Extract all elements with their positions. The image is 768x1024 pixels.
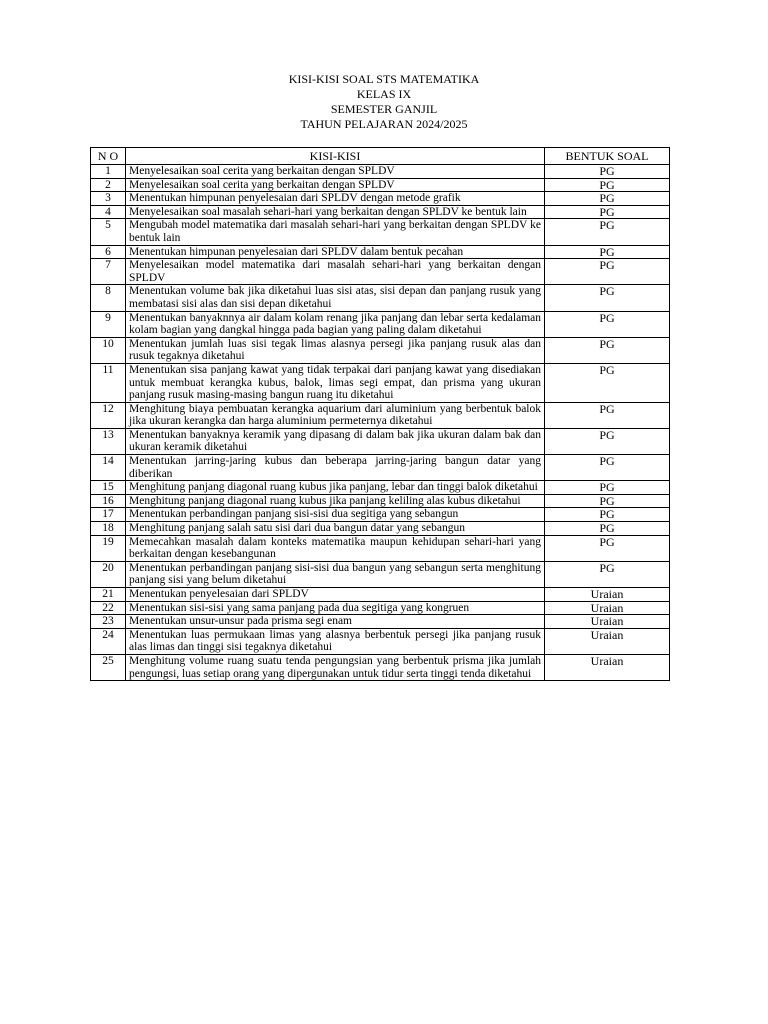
row-kisi-kisi: Menentukan luas permukaan limas yang alasnya berbentuk persegi jika panjang rusuk alas limas dan tinggi sisi tegaknya diketahui xyxy=(126,628,545,654)
row-kisi-kisi: Menentukan banyaknya keramik yang dipasang di dalam bak jika ukuran dalam bak dan ukuran keramik diketahui xyxy=(126,428,545,454)
row-kisi-kisi: Menentukan himpunan penyelesaian dari SPLDV dalam bentuk pecahan xyxy=(126,245,545,259)
table-row xyxy=(91,219,670,245)
row-bentuk-soal: PG xyxy=(545,219,670,245)
row-bentuk-soal: Uraian xyxy=(545,654,670,680)
row-kisi-kisi: Menentukan unsur-unsur pada prisma segi enam xyxy=(126,615,545,629)
table-row xyxy=(91,601,670,615)
row-kisi-kisi: Menentukan penyelesaian dari SPLDV xyxy=(126,588,545,602)
row-bentuk-soal: PG xyxy=(545,165,670,179)
kisi-kisi-table xyxy=(90,147,670,681)
row-bentuk-soal: PG xyxy=(545,205,670,219)
table-row xyxy=(91,178,670,192)
header-kisi: KISI-KISI xyxy=(126,148,545,165)
table-row xyxy=(91,494,670,508)
row-number: 14 xyxy=(91,455,126,481)
row-number: 9 xyxy=(91,311,126,337)
row-kisi-kisi: Menentukan perbandingan panjang sisi-sisi dua bangun yang sebangun serta menghitung panjang sisi yang belum diketahui xyxy=(126,561,545,587)
row-bentuk-soal: Uraian xyxy=(545,588,670,602)
document-heading xyxy=(0,72,768,132)
row-bentuk-soal: Uraian xyxy=(545,601,670,615)
row-number: 6 xyxy=(91,245,126,259)
row-bentuk-soal: PG xyxy=(545,337,670,363)
row-kisi-kisi: Menghitung panjang salah satu sisi dari dua bangun datar yang sebangun xyxy=(126,522,545,536)
table-row xyxy=(91,192,670,206)
row-number: 23 xyxy=(91,615,126,629)
table-row xyxy=(91,481,670,495)
row-bentuk-soal: Uraian xyxy=(545,615,670,629)
row-bentuk-soal: PG xyxy=(545,481,670,495)
row-kisi-kisi: Menentukan sisi-sisi yang sama panjang pada dua segitiga yang kongruen xyxy=(126,601,545,615)
table-body xyxy=(91,165,670,681)
table-row xyxy=(91,428,670,454)
row-number: 16 xyxy=(91,494,126,508)
title-line-2: KELAS IX xyxy=(356,87,412,101)
row-bentuk-soal: PG xyxy=(545,455,670,481)
row-bentuk-soal: PG xyxy=(545,363,670,402)
table-row xyxy=(91,205,670,219)
row-kisi-kisi: Menyelesaikan soal masalah sehari-hari yang berkaitan dengan SPLDV ke bentuk lain xyxy=(126,205,545,219)
row-number: 15 xyxy=(91,481,126,495)
row-kisi-kisi: Menghitung panjang diagonal ruang kubus jika panjang keliling alas kubus diketahui xyxy=(126,494,545,508)
row-bentuk-soal: PG xyxy=(545,508,670,522)
row-kisi-kisi: Menghitung biaya pembuatan kerangka aquarium dari aluminium yang berbentuk balok jika ukuran kerangka dan harga aluminium permeternya diketahui xyxy=(126,402,545,428)
row-kisi-kisi: Menentukan jumlah luas sisi tegak limas alasnya persegi jika panjang rusuk alas dan rusuk tegaknya diketahui xyxy=(126,337,545,363)
table-row xyxy=(91,654,670,680)
row-kisi-kisi: Menghitung volume ruang suatu tenda pengungsian yang berbentuk prisma jika jumlah pengungsi, luas setiap orang yang dipergunakan untuk tidur serta tinggi tenda diketahui xyxy=(126,654,545,680)
row-bentuk-soal: PG xyxy=(545,402,670,428)
table-row xyxy=(91,165,670,179)
table-row xyxy=(91,259,670,285)
row-bentuk-soal: PG xyxy=(545,245,670,259)
table-header-row xyxy=(91,148,670,165)
row-number: 18 xyxy=(91,522,126,536)
row-bentuk-soal: PG xyxy=(545,494,670,508)
title-line-4: TAHUN PELAJARAN 2024/2025 xyxy=(300,117,468,131)
row-number: 19 xyxy=(91,535,126,561)
table-row xyxy=(91,588,670,602)
row-number: 25 xyxy=(91,654,126,680)
table-row xyxy=(91,363,670,402)
row-kisi-kisi: Menghitung panjang diagonal ruang kubus jika panjang, lebar dan tinggi balok diketahui xyxy=(126,481,545,495)
table-row xyxy=(91,508,670,522)
row-kisi-kisi: Menentukan jarring-jaring kubus dan beberapa jarring-jaring bangun datar yang diberikan xyxy=(126,455,545,481)
table-row xyxy=(91,402,670,428)
table-row xyxy=(91,455,670,481)
row-kisi-kisi: Menyelesaikan soal cerita yang berkaitan dengan SPLDV xyxy=(126,165,545,179)
row-number: 24 xyxy=(91,628,126,654)
row-bentuk-soal: PG xyxy=(545,522,670,536)
row-number: 3 xyxy=(91,192,126,206)
table-row xyxy=(91,337,670,363)
row-number: 12 xyxy=(91,402,126,428)
table-row xyxy=(91,311,670,337)
table-row xyxy=(91,522,670,536)
header-bentuk-soal: BENTUK SOAL xyxy=(545,148,670,165)
row-kisi-kisi: Mengubah model matematika dari masalah sehari-hari yang berkaitan dengan SPLDV ke bentuk lain xyxy=(126,219,545,245)
row-bentuk-soal: PG xyxy=(545,285,670,311)
row-number: 1 xyxy=(91,165,126,179)
table-row xyxy=(91,628,670,654)
header-no: N O xyxy=(91,148,126,165)
table-row xyxy=(91,535,670,561)
row-number: 22 xyxy=(91,601,126,615)
row-number: 20 xyxy=(91,561,126,587)
row-kisi-kisi: Menentukan volume bak jika diketahui luas sisi atas, sisi depan dan panjang rusuk yang membatasi sisi alas dan sisi depan diketahui xyxy=(126,285,545,311)
row-bentuk-soal: PG xyxy=(545,561,670,587)
row-kisi-kisi: Menyelesaikan model matematika dari masalah sehari-hari yang berkaitan dengan SPLDV xyxy=(126,259,545,285)
row-bentuk-soal: Uraian xyxy=(545,628,670,654)
row-number: 21 xyxy=(91,588,126,602)
table-row xyxy=(91,615,670,629)
row-kisi-kisi: Menentukan perbandingan panjang sisi-sisi dua segitiga yang sebangun xyxy=(126,508,545,522)
title-line-3: SEMESTER GANJIL xyxy=(330,102,438,116)
row-kisi-kisi: Memecahkan masalah dalam konteks matematika maupun kehidupan sehari-hari yang berkaitan dengan kesebangunan xyxy=(126,535,545,561)
row-number: 13 xyxy=(91,428,126,454)
row-kisi-kisi: Menentukan himpunan penyelesaian dari SPLDV dengan metode grafik xyxy=(126,192,545,206)
table-row xyxy=(91,245,670,259)
row-number: 10 xyxy=(91,337,126,363)
row-bentuk-soal: PG xyxy=(545,311,670,337)
row-bentuk-soal: PG xyxy=(545,428,670,454)
row-bentuk-soal: PG xyxy=(545,535,670,561)
row-number: 4 xyxy=(91,205,126,219)
row-number: 8 xyxy=(91,285,126,311)
row-number: 17 xyxy=(91,508,126,522)
row-bentuk-soal: PG xyxy=(545,259,670,285)
row-number: 2 xyxy=(91,178,126,192)
title-line-1: KISI-KISI SOAL STS MATEMATIKA xyxy=(288,72,480,86)
row-number: 7 xyxy=(91,259,126,285)
row-bentuk-soal: PG xyxy=(545,178,670,192)
row-number: 5 xyxy=(91,219,126,245)
table-row xyxy=(91,561,670,587)
table-row xyxy=(91,285,670,311)
row-bentuk-soal: PG xyxy=(545,192,670,206)
row-kisi-kisi: Menentukan banyaknnya air dalam kolam renang jika panjang dan lebar serta kedalaman kolam bagian yang dangkal hingga pada bagian yang paling dalam diketahui xyxy=(126,311,545,337)
row-number: 11 xyxy=(91,363,126,402)
row-kisi-kisi: Menentukan sisa panjang kawat yang tidak terpakai dari panjang kawat yang disediakan untuk membuat kerangka kubus, balok, limas segi empat, dan prisma yang ukuran panjang rusuk masing-masing bangun ruang itu diketahui xyxy=(126,363,545,402)
row-kisi-kisi: Menyelesaikan soal cerita yang berkaitan dengan SPLDV xyxy=(126,178,545,192)
